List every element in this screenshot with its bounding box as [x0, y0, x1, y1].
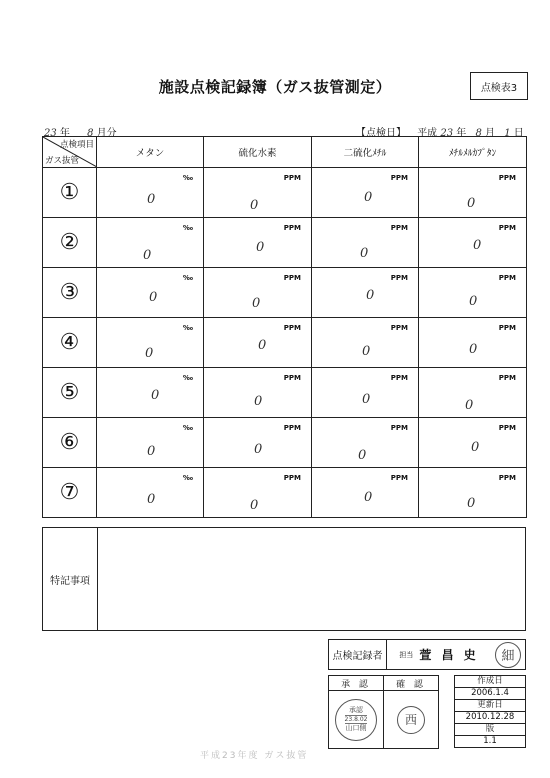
insp-year-handwritten: 23: [440, 128, 454, 139]
unit-label: PPM: [390, 424, 408, 432]
column-header: メタン: [97, 137, 204, 168]
column-header: ﾒﾁﾙﾒﾙｶﾌﾟﾀﾝ: [419, 137, 527, 168]
measurement-cell: [204, 368, 312, 418]
measured-value: 0: [254, 394, 263, 409]
measurement-cell: [97, 218, 204, 268]
measurement-cell: [204, 168, 312, 218]
era-label: 平成: [417, 128, 438, 139]
column-header: 硫化水素: [204, 137, 312, 168]
corner-top-label: 点検項目: [59, 140, 94, 150]
measured-value: 0: [362, 344, 371, 359]
approve-stamp: [335, 699, 377, 741]
measured-value: 0: [143, 248, 152, 263]
measurement-cell: [312, 218, 419, 268]
measured-value: 0: [254, 442, 263, 457]
measured-value: 0: [252, 296, 261, 311]
approve-stamp-date: 23.8.02: [344, 715, 368, 723]
version-box: [454, 675, 526, 748]
measurement-cell: [312, 418, 419, 468]
form-number: 点検表3: [470, 72, 528, 100]
measurement-cell: [312, 368, 419, 418]
recorder-prefix: 担当: [399, 650, 414, 659]
row-number: ⑥: [43, 418, 97, 468]
inspection-date-label: 【点検日】: [356, 128, 406, 139]
measured-value: 0: [360, 246, 369, 261]
measured-value: 0: [471, 440, 480, 455]
unit-label: PPM: [283, 324, 301, 332]
insp-day-label: 日: [513, 128, 524, 139]
insp-month-label: 月: [485, 128, 496, 139]
measured-value: 0: [151, 388, 160, 403]
special-notes-label: 特記事項: [43, 528, 98, 630]
confirm-label: 確 認: [384, 676, 438, 691]
measured-value: 0: [147, 492, 156, 507]
unit-label: ‰: [182, 224, 193, 232]
year-handwritten: 23: [44, 128, 57, 139]
year-label: 年: [59, 128, 70, 139]
updated-date: 2010.12.28: [455, 712, 525, 724]
table-header-row: [43, 137, 527, 168]
row-number: ②: [43, 218, 97, 268]
confirm-column: [383, 676, 438, 748]
measurement-cell: [419, 318, 527, 368]
confirm-stamp: 西: [397, 706, 425, 734]
unit-label: PPM: [390, 374, 408, 382]
special-notes-box: [42, 527, 526, 631]
unit-label: PPM: [498, 224, 516, 232]
measurement-cell: [312, 318, 419, 368]
measured-value: 0: [467, 196, 476, 211]
unit-label: PPM: [498, 424, 516, 432]
unit-label: PPM: [390, 324, 408, 332]
approve-column: [329, 676, 383, 748]
special-notes-content: [98, 528, 525, 630]
measurement-cell: [419, 218, 527, 268]
table-row: [43, 218, 527, 268]
unit-label: PPM: [498, 174, 516, 182]
month-label: 月分: [96, 128, 117, 139]
recorder-seal-stamp: 細: [495, 642, 521, 668]
unit-label: ‰: [182, 474, 193, 482]
unit-label: ‰: [182, 374, 193, 382]
unit-label: PPM: [390, 474, 408, 482]
recorder-label: 点検記録者: [329, 640, 387, 669]
measurement-cell: [97, 268, 204, 318]
measurement-cell: [97, 318, 204, 368]
corner-bottom-label: ガス抜管: [45, 156, 80, 166]
table-row: [43, 318, 527, 368]
measurement-cell: [312, 468, 419, 518]
measurement-cell: [204, 268, 312, 318]
row-number: ③: [43, 268, 97, 318]
measurement-cell: [312, 168, 419, 218]
insp-day-handwritten: 1: [504, 128, 511, 139]
measurement-cell: [312, 268, 419, 318]
unit-label: PPM: [498, 274, 516, 282]
measurement-cell: [419, 418, 527, 468]
measurement-cell: [419, 268, 527, 318]
measurement-cell: [97, 418, 204, 468]
measurement-cell: [97, 468, 204, 518]
unit-label: ‰: [182, 174, 193, 182]
updated-label: 更新日: [455, 700, 525, 712]
measurement-cell: [204, 418, 312, 468]
row-number: ④: [43, 318, 97, 368]
measured-value: 0: [250, 198, 259, 213]
created-date: 2006.1.4: [455, 688, 525, 700]
unit-label: ‰: [182, 324, 193, 332]
measured-value: 0: [467, 496, 476, 511]
row-number: ⑦: [43, 468, 97, 518]
unit-label: PPM: [390, 274, 408, 282]
approval-box: [328, 675, 439, 749]
page-title: 施設点検記録簿（ガス抜管測定）: [158, 78, 392, 96]
approve-label: 承 認: [329, 676, 383, 691]
column-header: 二硫化ﾒﾁﾙ: [312, 137, 419, 168]
unit-label: PPM: [498, 474, 516, 482]
unit-label: PPM: [283, 274, 301, 282]
unit-label: PPM: [390, 174, 408, 182]
measured-value: 0: [149, 290, 158, 305]
created-label: 作成日: [455, 676, 525, 688]
table-row: [43, 168, 527, 218]
table-row: [43, 368, 527, 418]
edition-label: 版: [455, 724, 525, 736]
unit-label: ‰: [182, 424, 193, 432]
recorder-seal-cell: [491, 640, 525, 669]
unit-label: ‰: [182, 274, 193, 282]
unit-label: PPM: [283, 174, 301, 182]
measured-value: 0: [366, 288, 375, 303]
insp-year-label: 年: [456, 128, 467, 139]
measurement-cell: [204, 218, 312, 268]
measurement-cell: [419, 368, 527, 418]
insp-month-handwritten: 8: [475, 128, 482, 139]
row-number: ⑤: [43, 368, 97, 418]
unit-label: PPM: [390, 224, 408, 232]
row-number: ①: [43, 168, 97, 218]
measurement-cell: [204, 468, 312, 518]
measured-value: 0: [469, 342, 478, 357]
measurement-cell: [97, 168, 204, 218]
unit-label: PPM: [283, 474, 301, 482]
measurement-cell: [419, 168, 527, 218]
measurement-cell: [97, 368, 204, 418]
measured-value: 0: [250, 498, 259, 513]
measured-value: 0: [358, 448, 367, 463]
corner-cell: [43, 137, 97, 168]
measured-value: 0: [258, 338, 267, 353]
month-handwritten: 8: [87, 128, 94, 139]
faint-footer-text: 平成23年度 ガス抜管: [200, 751, 309, 761]
measured-value: 0: [364, 190, 373, 205]
measurement-table: [42, 136, 527, 518]
table-row: [43, 468, 527, 518]
table-row: [43, 268, 527, 318]
measured-value: 0: [362, 392, 371, 407]
recorder-name-cell: [387, 640, 491, 669]
measured-value: 0: [469, 294, 478, 309]
table-row: [43, 418, 527, 468]
measured-value: 0: [147, 444, 156, 459]
measurement-cell: [419, 468, 527, 518]
measured-value: 0: [465, 398, 474, 413]
measured-value: 0: [473, 238, 482, 253]
approve-stamp-name: 山口側: [345, 724, 367, 733]
measurement-cell: [204, 318, 312, 368]
edition-number: 1.1: [483, 736, 497, 746]
unit-label: PPM: [283, 424, 301, 432]
unit-label: PPM: [498, 374, 516, 382]
measured-value: 0: [364, 490, 373, 505]
measured-value: 0: [147, 192, 156, 207]
recorder-name: 萱 昌 史: [419, 648, 479, 662]
measured-value: 0: [256, 240, 265, 255]
unit-label: PPM: [498, 324, 516, 332]
unit-label: PPM: [283, 224, 301, 232]
recorder-box: [328, 639, 526, 670]
approve-stamp-top: 承認: [349, 706, 363, 714]
unit-label: PPM: [283, 374, 301, 382]
measured-value: 0: [145, 346, 154, 361]
